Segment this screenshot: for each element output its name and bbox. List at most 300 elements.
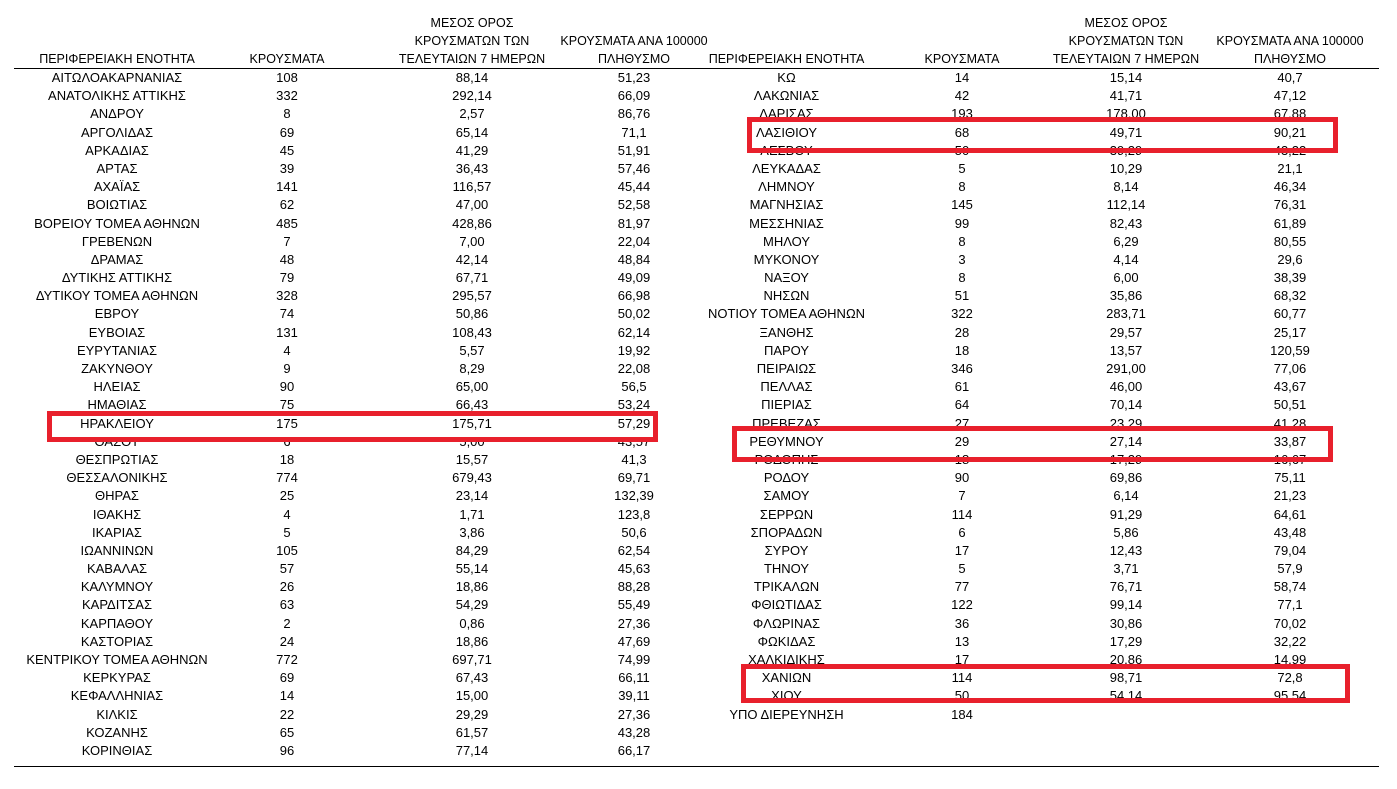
region-cell: ΚΑΡΔΙΤΣΑΣ xyxy=(81,597,153,613)
cases-cell: 774 xyxy=(276,470,298,486)
avg7-cell: 17,29 xyxy=(1109,451,1143,467)
region-cell: ΜΗΛΟΥ xyxy=(763,233,810,249)
avg7-cell: 283,71 xyxy=(1106,306,1146,322)
table-row xyxy=(14,105,711,123)
per100k-cell: 50,02 xyxy=(617,306,651,322)
avg7-cell: 12,43 xyxy=(1109,542,1143,558)
cases-cell: 322 xyxy=(951,306,973,322)
avg7-cell: 41,71 xyxy=(1109,88,1143,104)
cases-cell: 108 xyxy=(276,70,298,85)
header-avg7-line1: ΜΕΣΟΣ ΟΡΟΣ xyxy=(1084,16,1168,30)
left-table-rows xyxy=(14,69,711,760)
per100k-cell: 67,88 xyxy=(1273,106,1307,122)
table-row xyxy=(14,596,711,614)
cases-cell: 485 xyxy=(276,215,298,231)
avg7-cell: 175,71 xyxy=(452,415,492,431)
avg7-cell: 295,57 xyxy=(452,288,492,304)
header-avg7-line3: ΤΕΛΕΥΤΑΙΩΝ 7 ΗΜΕΡΩΝ xyxy=(398,52,546,66)
cases-cell: 90 xyxy=(954,470,970,486)
region-cell: ΒΟΙΩΤΙΑΣ xyxy=(86,197,148,213)
avg7-cell: 3,71 xyxy=(1113,561,1139,577)
region-cell: ΛΕΥΚΑΔΑΣ xyxy=(752,160,821,176)
per100k-cell: 51,91 xyxy=(617,142,651,158)
region-cell: ΖΑΚΥΝΘΟΥ xyxy=(81,361,153,376)
region-cell: ΤΗΝΟΥ xyxy=(763,561,810,577)
avg7-cell: 15,14 xyxy=(1109,70,1143,85)
region-cell: ΑΝΑΤΟΛΙΚΗΣ ΑΤΤΙΚΗΣ xyxy=(48,88,186,104)
region-cell: ΙΚΑΡΙΑΣ xyxy=(92,524,142,540)
table-row xyxy=(14,124,711,142)
region-cell: ΝΗΣΩΝ xyxy=(763,288,810,304)
per100k-cell: 51,23 xyxy=(617,70,651,85)
table-row xyxy=(704,506,1379,524)
cases-cell: 65 xyxy=(279,724,295,740)
avg7-cell: 46,00 xyxy=(1109,379,1143,395)
cases-cell: 29 xyxy=(954,433,970,449)
avg7-cell: 5,00 xyxy=(459,433,485,449)
per100k-cell: 86,76 xyxy=(617,106,651,122)
cases-cell: 90 xyxy=(279,379,295,395)
avg7-cell: 6,00 xyxy=(1113,270,1139,286)
header-avg7-line2: ΚΡΟΥΣΜΑΤΩΝ ΤΩΝ xyxy=(414,34,530,48)
per100k-cell: 47,69 xyxy=(617,633,651,649)
per100k-cell: 43,67 xyxy=(1273,379,1307,395)
header-region: ΠΕΡΙΦΕΡΕΙΑΚΗ ΕΝΟΤΗΤΑ xyxy=(708,52,865,66)
cases-cell: 50 xyxy=(954,142,970,158)
table-row xyxy=(14,415,711,433)
cases-cell: 6 xyxy=(283,433,291,449)
region-cell: ΛΑΚΩΝΙΑΣ xyxy=(753,88,820,104)
region-cell: ΧΑΛΚΙΔΙΚΗΣ xyxy=(748,652,825,667)
cases-cell: 8 xyxy=(958,270,966,286)
cases-cell: 184 xyxy=(951,706,973,722)
region-cell: ΡΕΘΥΜΝΟΥ xyxy=(749,433,824,449)
region-cell: ΜΑΓΝΗΣΙΑΣ xyxy=(749,197,824,213)
cases-cell: 68 xyxy=(954,124,970,140)
avg7-cell: 8,29 xyxy=(459,361,485,376)
per100k-cell: 66,98 xyxy=(617,288,651,304)
region-cell: ΧΙΟΥ xyxy=(771,688,802,704)
per100k-cell: 66,17 xyxy=(617,742,651,758)
cases-cell: 4 xyxy=(283,342,291,358)
region-cell: ΔΥΤΙΚΗΣ ΑΤΤΙΚΗΣ xyxy=(61,270,173,286)
avg7-cell: 70,14 xyxy=(1109,397,1143,413)
per100k-cell: 22,08 xyxy=(617,361,651,376)
table-row xyxy=(14,524,711,542)
per100k-cell: 66,11 xyxy=(618,670,650,686)
table-row xyxy=(14,469,711,487)
per100k-cell: 25,17 xyxy=(1273,324,1307,340)
table-row xyxy=(14,433,711,451)
avg7-cell: 67,71 xyxy=(455,270,489,286)
avg7-cell: 54,29 xyxy=(455,597,489,613)
per100k-cell: 88,28 xyxy=(617,579,651,595)
per100k-cell: 33,87 xyxy=(1273,433,1307,449)
per100k-cell: 80,55 xyxy=(1273,233,1307,249)
avg7-cell: 55,14 xyxy=(455,561,489,577)
cases-cell: 63 xyxy=(279,597,295,613)
table-row xyxy=(14,542,711,560)
cases-cell: 48 xyxy=(279,251,295,267)
avg7-cell: 4,14 xyxy=(1113,251,1139,267)
per100k-cell: 32,22 xyxy=(1273,633,1307,649)
region-cell: ΑΡΓΟΛΙΔΑΣ xyxy=(80,124,154,140)
region-cell: ΡΟΔΟΥ xyxy=(763,470,810,486)
cases-cell: 28 xyxy=(954,324,970,340)
per100k-cell: 19,92 xyxy=(617,342,651,358)
region-cell: ΚΑΡΠΑΘΟΥ xyxy=(80,615,154,631)
table-row xyxy=(14,724,711,742)
avg7-cell: 108,43 xyxy=(452,324,492,340)
per100k-cell: 69,71 xyxy=(617,470,651,486)
avg7-cell: 697,71 xyxy=(452,652,492,667)
cases-cell: 18 xyxy=(279,451,295,467)
avg7-cell: 29,29 xyxy=(455,706,489,722)
cases-cell: 61 xyxy=(954,379,970,395)
cases-cell: 145 xyxy=(951,197,973,213)
region-cell: ΡΟΔΟΠΗΣ xyxy=(754,451,819,467)
avg7-cell: 1,71 xyxy=(459,506,485,522)
avg7-cell: 76,71 xyxy=(1109,579,1143,595)
avg7-cell: 91,29 xyxy=(1109,506,1143,522)
table-row xyxy=(14,506,711,524)
cases-cell: 62 xyxy=(279,197,295,213)
avg7-cell: 42,14 xyxy=(455,251,489,267)
cases-cell: 131 xyxy=(276,324,298,340)
table-row xyxy=(14,324,711,342)
header-per100k xyxy=(1199,32,1381,68)
per100k-cell: 62,54 xyxy=(617,542,651,558)
bottom-rule xyxy=(14,766,711,767)
avg7-cell: 65,14 xyxy=(455,124,489,140)
per100k-cell: 43,22 xyxy=(1273,142,1307,158)
region-cell: ΑΡΤΑΣ xyxy=(96,160,138,176)
region-cell: ΗΜΑΘΙΑΣ xyxy=(87,397,147,413)
table-row xyxy=(14,451,711,469)
per100k-cell: 21,1 xyxy=(1277,160,1303,176)
cases-cell: 5 xyxy=(283,524,291,540)
cases-cell: 42 xyxy=(954,88,970,104)
per100k-cell: 16,67 xyxy=(1273,451,1307,467)
region-cell: ΑΡΚΑΔΙΑΣ xyxy=(85,142,149,158)
cases-cell: 79 xyxy=(279,270,295,286)
cases-cell: 57 xyxy=(279,561,295,577)
cases-cell: 17 xyxy=(954,542,970,558)
table-row xyxy=(704,269,1379,287)
per100k-cell: 45,44 xyxy=(617,179,651,195)
region-cell: ΜΕΣΣΗΝΙΑΣ xyxy=(749,215,824,231)
cases-cell: 346 xyxy=(951,361,973,376)
table-row xyxy=(14,669,711,687)
table-row xyxy=(704,196,1379,214)
cases-cell: 7 xyxy=(283,233,291,249)
region-cell: ΚΑΛΥΜΝΟΥ xyxy=(80,579,154,595)
region-cell: ΠΕΙΡΑΙΩΣ xyxy=(756,361,817,376)
per100k-cell: 77,06 xyxy=(1273,361,1307,376)
per100k-cell: 60,77 xyxy=(1273,306,1307,322)
cases-cell: 175 xyxy=(276,415,298,431)
region-cell: ΚΕΡΚΥΡΑΣ xyxy=(83,670,151,686)
avg7-cell: 5,86 xyxy=(1113,524,1139,540)
cases-cell: 13 xyxy=(954,633,970,649)
region-cell: ΣΠΟΡΑΔΩΝ xyxy=(750,524,823,540)
table-row xyxy=(14,706,711,724)
per100k-cell: 47,12 xyxy=(1273,88,1307,104)
region-cell: ΛΕΣΒΟΥ xyxy=(760,142,813,158)
region-cell: ΝΟΤΙΟΥ ΤΟΜΕΑ ΑΘΗΝΩΝ xyxy=(707,306,866,322)
avg7-cell: 178,00 xyxy=(1106,106,1146,122)
table-row xyxy=(14,305,711,323)
region-cell: ΙΩΑΝΝΙΝΩΝ xyxy=(80,542,154,558)
avg7-cell: 66,43 xyxy=(455,397,489,413)
cases-cell: 99 xyxy=(954,215,970,231)
avg7-cell: 65,00 xyxy=(455,379,489,395)
region-cell: ΣΑΜΟΥ xyxy=(763,488,810,504)
table-row xyxy=(704,596,1379,614)
avg7-cell: 112,14 xyxy=(1106,197,1146,213)
cases-cell: 8 xyxy=(283,106,291,122)
header-avg7-line1: ΜΕΣΟΣ ΟΡΟΣ xyxy=(430,16,514,30)
cases-cell: 22 xyxy=(279,706,295,722)
avg7-cell: 49,71 xyxy=(1109,124,1143,140)
avg7-cell: 29,57 xyxy=(1109,324,1143,340)
table-row xyxy=(704,542,1379,560)
region-cell: ΓΡΕΒΕΝΩΝ xyxy=(81,233,153,249)
table-row xyxy=(14,560,711,578)
per100k-cell: 66,09 xyxy=(617,88,651,104)
avg7-cell: 291,00 xyxy=(1106,361,1146,376)
table-row xyxy=(14,578,711,596)
avg7-cell: 6,29 xyxy=(1113,233,1139,249)
cases-cell: 25 xyxy=(279,488,295,504)
region-cell: ΔΡΑΜΑΣ xyxy=(90,251,144,267)
table-row xyxy=(14,178,711,196)
per100k-cell: 27,36 xyxy=(617,706,651,722)
table-row xyxy=(704,633,1379,651)
cases-cell: 77 xyxy=(954,579,970,595)
per100k-cell: 132,39 xyxy=(614,488,654,504)
per100k-cell: 58,74 xyxy=(1273,579,1307,595)
region-cell: ΛΑΣΙΘΙΟΥ xyxy=(755,124,818,140)
region-cell: ΚΕΦΑΛΛΗΝΙΑΣ xyxy=(70,688,164,704)
per100k-cell: 41,28 xyxy=(1273,415,1307,431)
table-row xyxy=(704,487,1379,505)
per100k-cell: 55,49 xyxy=(617,597,651,613)
per100k-cell: 79,04 xyxy=(1273,542,1307,558)
cases-cell: 4 xyxy=(283,506,291,522)
region-cell: ΘΑΣΟΥ xyxy=(94,433,140,449)
table-row xyxy=(704,669,1379,687)
cases-cell: 18 xyxy=(954,342,970,358)
table-row xyxy=(704,87,1379,105)
table-row xyxy=(704,124,1379,142)
table-row xyxy=(704,615,1379,633)
per100k-cell: 27,36 xyxy=(617,615,651,631)
avg7-cell: 18,86 xyxy=(455,579,489,595)
avg7-cell: 98,71 xyxy=(1109,670,1143,686)
per100k-cell: 68,32 xyxy=(1273,288,1307,304)
cases-cell: 36 xyxy=(954,615,970,631)
region-cell: ΔΥΤΙΚΟΥ ΤΟΜΕΑ ΑΘΗΝΩΝ xyxy=(35,288,199,304)
avg7-cell: 27,14 xyxy=(1109,433,1143,449)
table-row xyxy=(704,360,1379,378)
bottom-rule xyxy=(704,766,1379,767)
per100k-cell: 95,54 xyxy=(1273,688,1307,704)
cases-cell: 75 xyxy=(279,397,295,413)
avg7-cell: 116,57 xyxy=(452,179,492,195)
per100k-cell: 57,46 xyxy=(617,160,651,176)
region-cell: ΑΧΑΪΑΣ xyxy=(93,179,141,195)
avg7-cell: 23,14 xyxy=(455,488,489,504)
avg7-cell: 3,86 xyxy=(459,524,485,540)
table-row xyxy=(14,378,711,396)
per100k-cell: 56,5 xyxy=(621,379,647,395)
region-cell: ΥΠΟ ΔΙΕΡΕΥΝΗΣΗ xyxy=(729,706,844,722)
region-cell: ΠΙΕΡΙΑΣ xyxy=(761,397,812,413)
avg7-cell: 20,86 xyxy=(1109,652,1143,667)
table-row xyxy=(704,69,1379,87)
table-row xyxy=(704,160,1379,178)
avg7-cell: 2,57 xyxy=(459,106,485,122)
region-cell: ΙΘΑΚΗΣ xyxy=(92,506,142,522)
table-row xyxy=(14,251,711,269)
region-cell: ΘΗΡΑΣ xyxy=(95,488,139,504)
region-cell: ΛΑΡΙΣΑΣ xyxy=(759,106,814,122)
cases-cell: 96 xyxy=(279,742,295,758)
per100k-cell: 50,51 xyxy=(1273,397,1307,413)
region-cell: ΠΡΕΒΕΖΑΣ xyxy=(752,415,821,431)
table-row xyxy=(14,269,711,287)
header-cases: ΚΡΟΥΣΜΑΤΑ xyxy=(249,52,325,66)
table-row xyxy=(14,396,711,414)
table-row xyxy=(704,415,1379,433)
cases-cell: 8 xyxy=(958,179,966,195)
avg7-cell: 18,86 xyxy=(455,633,489,649)
per100k-cell: 14,99 xyxy=(1273,652,1307,667)
region-cell: ΞΑΝΘΗΣ xyxy=(759,324,814,340)
per100k-cell: 38,39 xyxy=(1273,270,1307,286)
region-cell: ΧΑΝΙΩΝ xyxy=(761,670,812,686)
region-cell: ΛΗΜΝΟΥ xyxy=(758,179,815,195)
region-cell: ΣΕΡΡΩΝ xyxy=(759,506,814,522)
per100k-cell: 70,02 xyxy=(1273,615,1307,631)
cases-cell: 328 xyxy=(276,288,298,304)
avg7-cell: 39,29 xyxy=(1109,142,1143,158)
region-cell: ΠΕΛΛΑΣ xyxy=(760,379,813,395)
per100k-cell: 61,89 xyxy=(1273,215,1307,231)
per100k-cell: 53,24 xyxy=(617,397,651,413)
region-cell: ΘΕΣΠΡΩΤΙΑΣ xyxy=(75,451,159,467)
cases-cell: 2 xyxy=(283,615,291,631)
avg7-cell: 6,14 xyxy=(1113,488,1139,504)
table-row xyxy=(14,287,711,305)
cases-cell: 332 xyxy=(276,88,298,104)
avg7-cell: 679,43 xyxy=(452,470,492,486)
per100k-cell: 43,48 xyxy=(1273,524,1307,540)
avg7-cell: 47,00 xyxy=(455,197,489,213)
table-row xyxy=(14,487,711,505)
region-cell: ΚΑΒΑΛΑΣ xyxy=(86,561,148,577)
avg7-cell: 7,00 xyxy=(459,233,485,249)
table-row xyxy=(14,342,711,360)
cases-cell: 26 xyxy=(279,579,295,595)
header-region: ΠΕΡΙΦΕΡΕΙΑΚΗ ΕΝΟΤΗΤΑ xyxy=(39,52,195,66)
region-cell: ΦΘΙΩΤΙΔΑΣ xyxy=(751,597,822,613)
avg7-cell: 77,14 xyxy=(455,742,489,758)
table-row xyxy=(14,687,711,705)
table-row xyxy=(14,69,711,87)
avg7-cell: 13,57 xyxy=(1109,342,1143,358)
region-cell: ΒΟΡΕΙΟΥ ΤΟΜΕΑ ΑΘΗΝΩΝ xyxy=(34,215,200,231)
table-row xyxy=(14,142,711,160)
region-cell: ΜΥΚΟΝΟΥ xyxy=(753,251,820,267)
cases-cell: 5 xyxy=(958,561,966,577)
per100k-cell: 57,29 xyxy=(617,415,651,431)
cases-cell: 105 xyxy=(276,542,298,558)
region-cell: ΤΡΙΚΑΛΩΝ xyxy=(753,579,820,595)
avg7-cell: 88,14 xyxy=(455,70,489,85)
per100k-cell: 81,97 xyxy=(617,215,651,231)
cases-cell: 14 xyxy=(279,688,295,704)
table-row xyxy=(704,215,1379,233)
table-row xyxy=(14,651,711,669)
cases-cell: 27 xyxy=(954,415,970,431)
cases-cell: 45 xyxy=(279,142,295,158)
table-row xyxy=(704,342,1379,360)
per100k-cell: 74,99 xyxy=(617,652,651,667)
left-table-header xyxy=(14,14,711,68)
avg7-cell: 54,14 xyxy=(1109,688,1143,704)
per100k-cell: 46,34 xyxy=(1273,179,1307,195)
per100k-cell: 90,21 xyxy=(1273,124,1307,140)
table-row xyxy=(14,215,711,233)
region-cell: ΗΛΕΙΑΣ xyxy=(93,379,141,395)
avg7-cell: 35,86 xyxy=(1109,288,1143,304)
right-table-header xyxy=(704,14,1379,68)
region-cell: ΚΕΝΤΡΙΚΟΥ ΤΟΜΕΑ ΑΘΗΝΩΝ xyxy=(26,652,208,667)
header-per100k-line2: ΠΛΗΘΥΣΜΟ xyxy=(1254,52,1326,66)
cases-cell: 69 xyxy=(279,670,295,686)
avg7-cell: 23,29 xyxy=(1109,415,1143,431)
table-row xyxy=(14,87,711,105)
avg7-cell: 5,57 xyxy=(459,342,485,358)
region-cell: ΚΙΛΚΙΣ xyxy=(96,706,138,722)
avg7-cell: 61,57 xyxy=(455,724,489,740)
cases-cell: 17 xyxy=(954,652,970,667)
per100k-cell: 29,6 xyxy=(1277,251,1303,267)
table-row xyxy=(704,233,1379,251)
per100k-cell: 52,58 xyxy=(617,197,651,213)
header-avg7-line2: ΚΡΟΥΣΜΑΤΩΝ ΤΩΝ xyxy=(1068,34,1184,48)
table-row xyxy=(704,560,1379,578)
cases-cell: 9 xyxy=(283,361,291,376)
cases-cell: 69 xyxy=(279,124,295,140)
per100k-cell: 45,63 xyxy=(617,561,651,577)
table-row xyxy=(704,651,1379,669)
region-cell: ΚΩ xyxy=(777,70,796,85)
per100k-cell: 41,3 xyxy=(621,451,647,467)
table-row xyxy=(704,396,1379,414)
avg7-cell: 292,14 xyxy=(452,88,492,104)
right-table-rows xyxy=(704,69,1379,724)
region-cell: ΚΑΣΤΟΡΙΑΣ xyxy=(80,633,154,649)
cases-cell: 114 xyxy=(951,670,973,686)
cases-cell: 50 xyxy=(954,688,970,704)
region-cell: ΦΩΚΙΔΑΣ xyxy=(757,633,816,649)
header-per100k-line1: ΚΡΟΥΣΜΑΤΑ ΑΝΑ 100000 xyxy=(1216,34,1364,48)
avg7-cell: 84,29 xyxy=(455,542,489,558)
region-cell: ΑΝΔΡΟΥ xyxy=(90,106,144,122)
